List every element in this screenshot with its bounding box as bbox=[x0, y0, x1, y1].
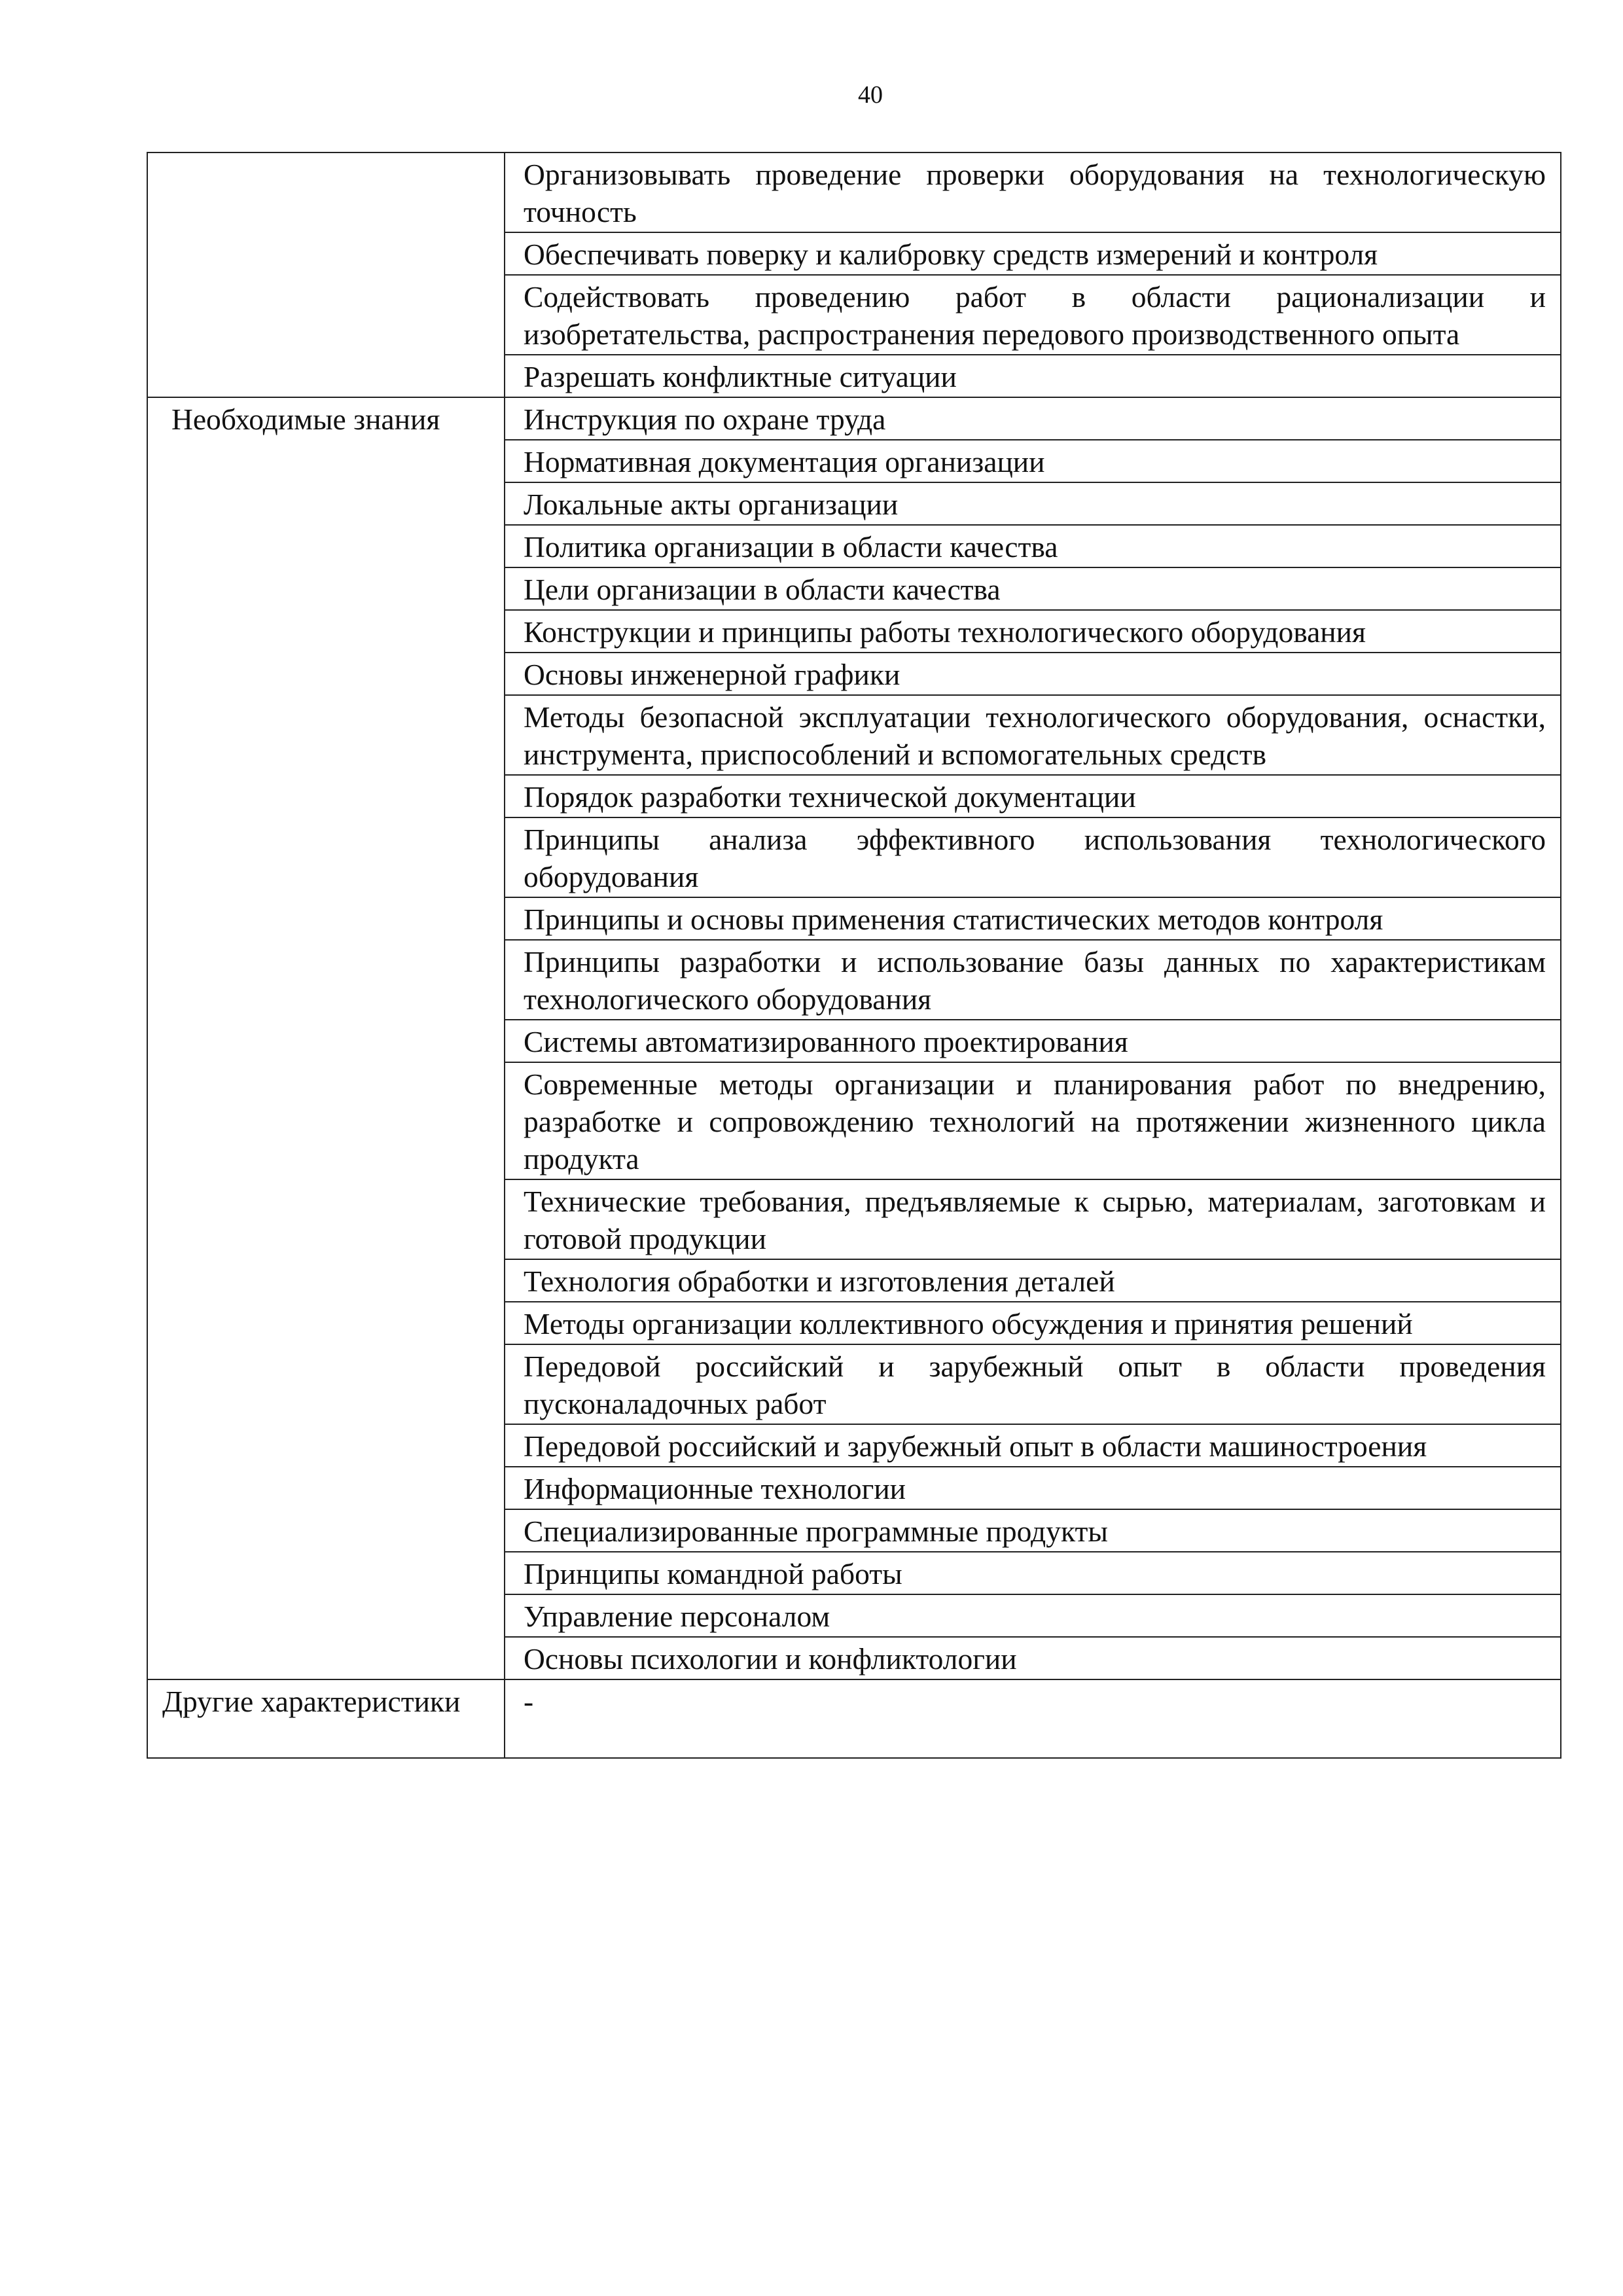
knowledge-item: Политика организации в области качества bbox=[505, 525, 1561, 567]
knowledge-item: Управление персоналом bbox=[505, 1594, 1561, 1637]
knowledge-item: Принципы разработки и использование базы данных по характеристикам технологического оборудования bbox=[505, 940, 1561, 1020]
knowledge-item: Принципы и основы применения статистических методов контроля bbox=[505, 897, 1561, 940]
knowledge-item: Методы организации коллективного обсуждения и принятия решений bbox=[505, 1302, 1561, 1344]
knowledge-item: Специализированные программные продукты bbox=[505, 1509, 1561, 1552]
skill-item: Разрешать конфликтные ситуации bbox=[505, 355, 1561, 397]
knowledge-item: Методы безопасной эксплуатации технологического оборудования, оснастки, инструмента, приспособлений и вспомогательных средств bbox=[505, 695, 1561, 775]
knowledge-item: Нормативная документация организации bbox=[505, 440, 1561, 482]
knowledge-item: Системы автоматизированного проектирования bbox=[505, 1020, 1561, 1062]
other-characteristics-value: - bbox=[505, 1679, 1561, 1758]
skill-item: Содействовать проведению работ в области рационализации и изобретательства, распространения передового производственного опыта bbox=[505, 275, 1561, 355]
knowledge-item: Порядок разработки технической документации bbox=[505, 775, 1561, 817]
knowledge-item: Основы инженерной графики bbox=[505, 653, 1561, 695]
knowledge-item: Передовой российский и зарубежный опыт в области проведения пусконаладочных работ bbox=[505, 1344, 1561, 1424]
other-characteristics-label: Другие характеристики bbox=[147, 1679, 505, 1758]
knowledge-item: Принципы анализа эффективного использования технологического оборудования bbox=[505, 817, 1561, 897]
knowledge-item: Принципы командной работы bbox=[505, 1552, 1561, 1594]
knowledge-item: Современные методы организации и планирования работ по внедрению, разработке и сопровождению технологий на протяжении жизненного цикла продукта bbox=[505, 1062, 1561, 1179]
knowledge-item: Конструкции и принципы работы технологического оборудования bbox=[505, 610, 1561, 653]
requirements-table bbox=[147, 152, 1561, 1759]
table-row bbox=[147, 397, 1561, 440]
knowledge-item: Инструкция по охране труда bbox=[505, 397, 1561, 440]
knowledge-item: Технические требования, предъявляемые к сырью, материалам, заготовкам и готовой продукции bbox=[505, 1179, 1561, 1259]
knowledge-item: Основы психологии и конфликтологии bbox=[505, 1637, 1561, 1679]
page-number: 40 bbox=[858, 81, 883, 109]
knowledge-label: Необходимые знания bbox=[147, 397, 505, 1679]
knowledge-item: Локальные акты организации bbox=[505, 482, 1561, 525]
knowledge-item: Информационные технологии bbox=[505, 1467, 1561, 1509]
knowledge-item: Передовой российский и зарубежный опыт в области машиностроения bbox=[505, 1424, 1561, 1467]
table-row bbox=[147, 152, 1561, 232]
knowledge-item: Цели организации в области качества bbox=[505, 567, 1561, 610]
knowledge-item: Технология обработки и изготовления деталей bbox=[505, 1259, 1561, 1302]
skill-item: Обеспечивать поверку и калибровку средств измерений и контроля bbox=[505, 232, 1561, 275]
empty-label-cell bbox=[147, 152, 505, 397]
table-row bbox=[147, 1679, 1561, 1758]
skill-item: Организовывать проведение проверки оборудования на технологическую точность bbox=[505, 152, 1561, 232]
